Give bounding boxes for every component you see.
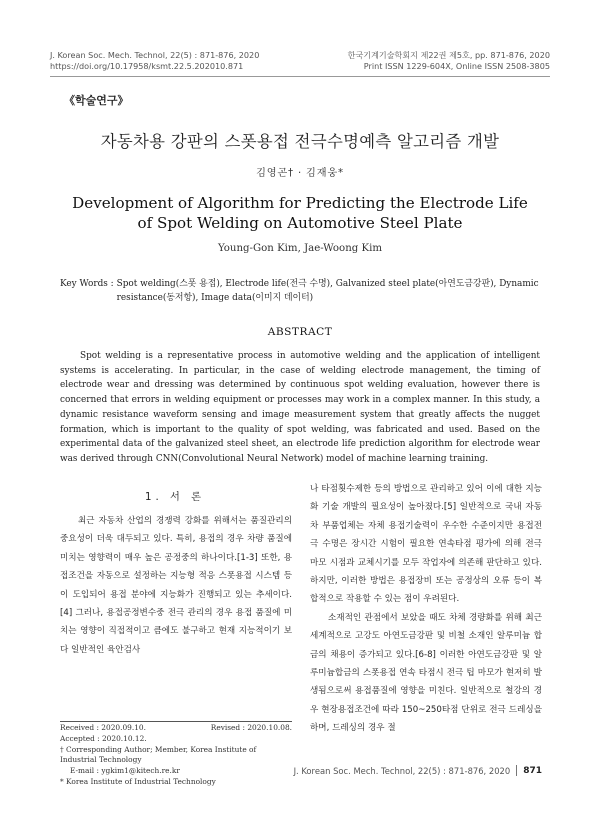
footnotes — [60, 723, 292, 788]
doi-link[interactable]: https://doi.org/10.17958/ksmt.22.5.202010.871 — [50, 61, 244, 71]
section-heading-introduction: 1. 서 론 — [145, 492, 205, 503]
journal-citation: J. Korean Soc. Mech. Technol, 22(5) : 871-876, 2020 — [50, 50, 260, 60]
page-number: 871 — [523, 765, 542, 776]
title-english — [0, 193, 600, 233]
corresponding-author: † Corresponding Author; Member, Korea Institute of Industrial Technology — [60, 744, 257, 765]
title-english-line1: Development of Algorithm for Predicting the Electrode Life — [72, 194, 528, 212]
introduction-paragraph-1: 나 타점횟수제한 등의 방법으로 관리하고 있어 이에 대한 지능화 기술 개발의 필요성이 높아졌다.[5] 일반적으로 국내 자동차 부품업체는 자체 용접기술력이 우수한 수준이지만 용접전극 수명은 장시간 시험이 필요한 연속타점 평가에 의해 전극 마모 시점과 교체시기를 모두 작업자에 의존해 판단하고 있다. 하지만, 이러한 방법은 용접장비 또는 공정상의 오류 등이 복합적으로 작용할 수 있는 점이 우려된다. — [310, 484, 542, 605]
abstract-heading: ABSTRACT — [267, 326, 333, 338]
author-email[interactable]: E-mail : ygkim1@kitech.re.kr — [70, 766, 180, 776]
keywords — [60, 278, 550, 305]
keywords-text: Spot welding(스폿 용접), Electrode life(전극 수명), Galvanized steel plate(아연도금강판), Dynamic resistance(동저항), Image data(이미지 데이터) — [116, 279, 539, 303]
article-category: 《학술연구》 — [64, 94, 129, 107]
title-english-line2: of Spot Welding on Automotive Steel Plate — [137, 214, 463, 232]
introduction-right-column — [310, 480, 542, 738]
revised-date: Revised : 2020.10.08. — [210, 723, 292, 732]
header-divider — [50, 76, 550, 77]
abstract-text: Spot welding is a representative process in automotive welding and the application of intelligent systems is accelerating. In particular, in the case of welding electrode management, the timing of electrode wear and dressing was determined by continuous spot welding evaluation, however there is concerned that errors in welding equipment or processes may work in a complex manner. In this study, a dynamic resistance waveform sensing and image measurement system that greatly affects the nugget formation, which is important to the quality of spot welding, was fabricated and used. Based on the experimental data of the galvanized steel sheet, an electrode life prediction algorithm for electrode wear was derived through CNN(Convolutional Neural Network) model of machine learning training. — [60, 351, 540, 464]
journal-citation-ko: 한국기계기술학회지 제22권 제5호, pp. 871-876, 2020 — [347, 50, 550, 60]
running-header — [50, 50, 550, 72]
affiliation: * Korea Institute of Industrial Technology — [60, 776, 216, 786]
accepted-date: Accepted : 2020.10.12. — [60, 733, 147, 743]
introduction-paragraph-2: 소재적인 관점에서 보았을 때도 차체 경량화를 위해 최근 세계적으로 고강도 아연도금강판 및 비철 소재인 알루미늄 합금의 채용이 증가되고 있다.[6-8] 이러한 아연도금강판 및 알루미늄합금의 스폿용접 연속 타점시 전극 팁 마모가 현저히 발생됨으로써 용접품질에 영향을 미친다. 일반적으로 철강의 경우 현장용접조건에 따라 150~250타점 단위로 전극 드레싱을 하며, 드레싱의 경우 절 — [310, 612, 542, 734]
running-footer — [294, 765, 542, 776]
title-korean: 자동차용 강판의 스폿용접 전극수명예측 알고리즘 개발 — [100, 132, 500, 151]
footer-citation: J. Korean Soc. Mech. Technol, 22(5) : 871-876, 2020 — [293, 765, 511, 776]
received-date: Received : 2020.09.10. — [60, 723, 146, 732]
authors-english: Young-Gon Kim, Jae-Woong Kim — [217, 243, 383, 254]
authors-korean: 김영곤† · 김재웅* — [256, 168, 344, 179]
footer-divider — [516, 765, 517, 776]
keywords-label: Key Words : — [60, 279, 114, 289]
introduction-left-column: 최근 자동차 산업의 경쟁력 강화를 위해서는 품질관리의 중요성이 더욱 대두되고 있다. 특히, 용접의 경우 차량 품질에 미치는 영향력이 매우 높은 공정중의 하나이다.[1-3] 또한, 용접조건을 자동으로 설정하는 지능형 적응 스폿용접 시스템 등이 도입되어 용접 분야에 지능화가 진행되고 있는 추세이다.[4] 그러나, 용접공정변수중 전극 관리의 경우 용접 품질에 미치는 영향이 직접적이고 큼에도 불구하고 현재 지능적이기 보다 일반적인 육안검사 — [60, 516, 292, 655]
issn-info: Print ISSN 1229-604X, Online ISSN 2508-3805 — [363, 61, 550, 71]
footnote-divider — [60, 721, 292, 722]
